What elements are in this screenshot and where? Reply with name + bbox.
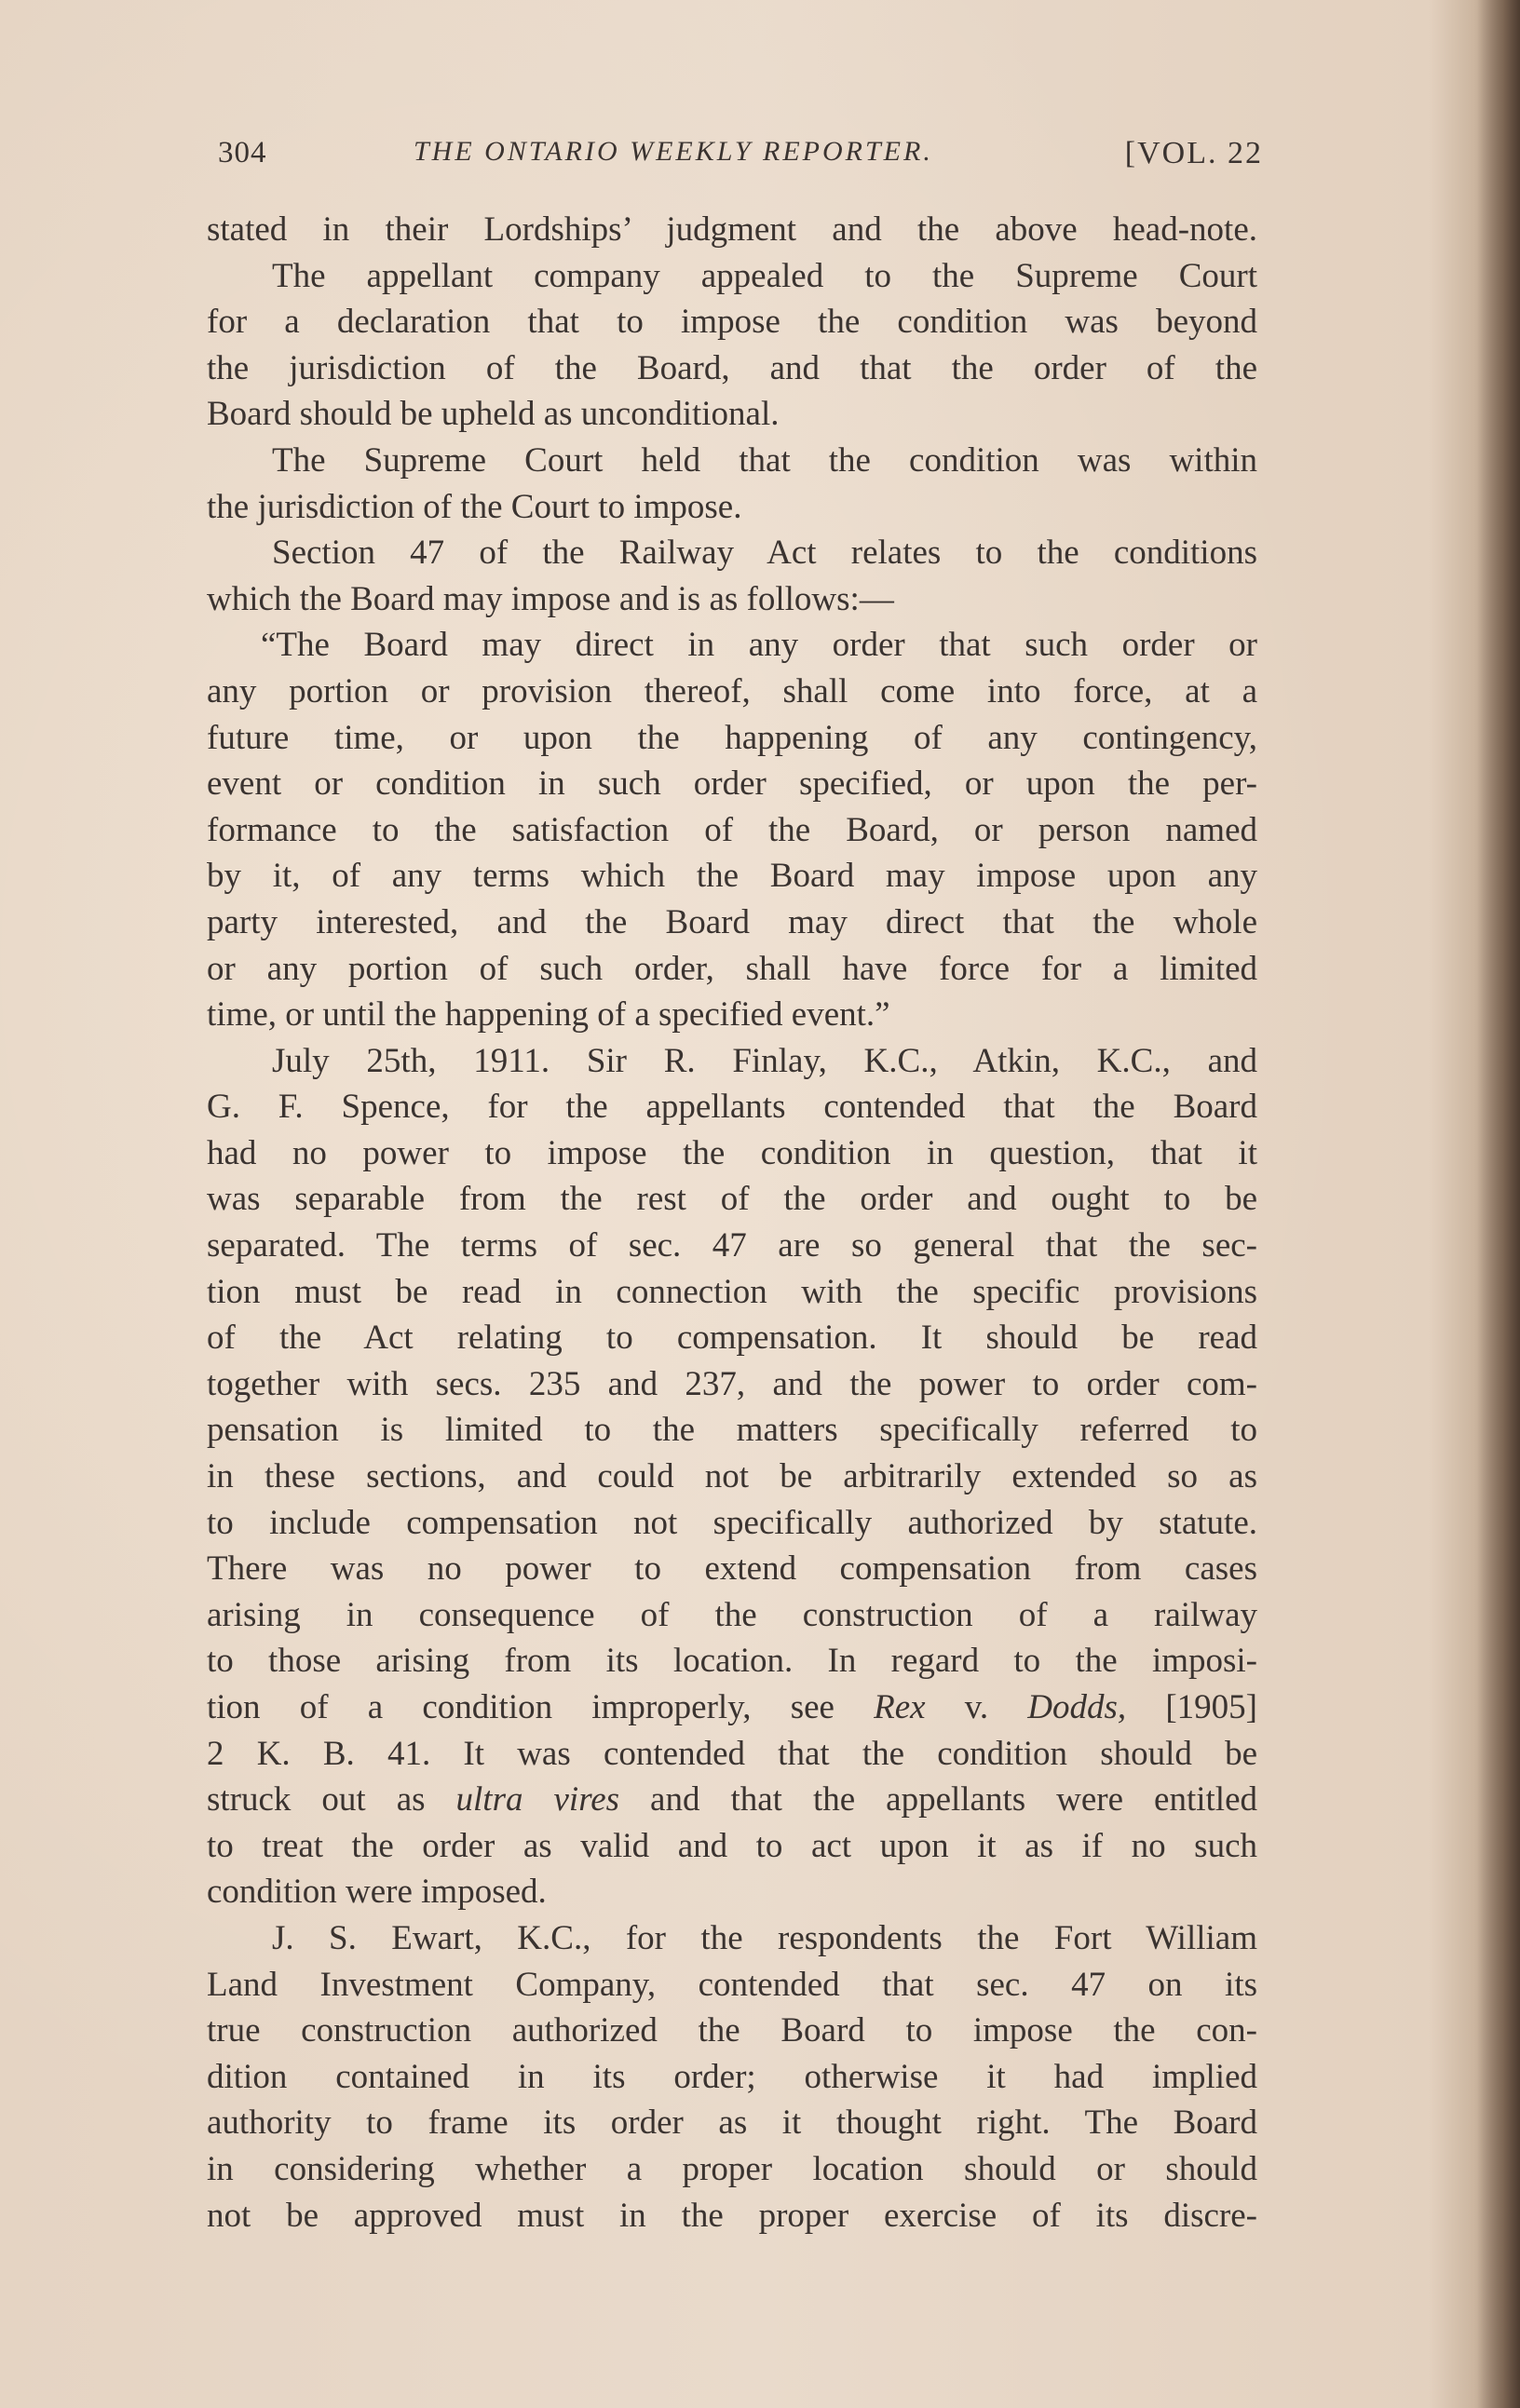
volume-label: [VOL. 22 xyxy=(1124,136,1263,170)
text-line: by it, of any terms which the Board may impose upon any xyxy=(207,857,1257,896)
text-segment: struck out as xyxy=(207,1780,456,1820)
text-line: or any portion of such order, shall have force for a limited xyxy=(207,949,1257,988)
running-header xyxy=(218,130,1263,186)
text-segment: v. xyxy=(925,1688,1028,1726)
text-line: of the Act relating to compensation. It should be read xyxy=(207,1319,1257,1358)
text-line: J. S. Ewart, K.C., for the respondents the Fort William xyxy=(272,1918,1257,1957)
text-segment: [1905] xyxy=(1126,1688,1257,1726)
running-title: THE ONTARIO WEEKLY REPORTER. xyxy=(414,136,933,167)
text-line-ultra-vires xyxy=(207,1777,1257,1823)
spine-shadow xyxy=(1477,0,1520,2408)
text-line: the jurisdiction of the Board, and that the order of the xyxy=(207,348,1257,387)
text-line: event or condition in such order specified, or upon the per- xyxy=(207,764,1257,804)
text-line: pensation is limited to the matters specifically referred to xyxy=(207,1411,1257,1450)
text-line: “The Board may direct in any order that such order or xyxy=(261,626,1257,665)
text-line: There was no power to extend compensation from cases xyxy=(207,1549,1257,1589)
text-line: together with secs. 235 and 237, and the power to order com- xyxy=(207,1364,1257,1403)
text-segment: tion of a condition improperly, see xyxy=(207,1688,875,1726)
text-line: Section 47 of the Railway Act relates to the conditions xyxy=(272,534,1257,573)
text-line: in these sections, and could not be arbitrarily extended so as xyxy=(207,1457,1257,1496)
case-name-italic: Rex xyxy=(874,1688,926,1726)
text-line: authority to frame its order as it thought right. The Board xyxy=(207,2104,1257,2143)
text-line: time, or until the happening of a specified event.” xyxy=(207,995,890,1035)
text-line: party interested, and the Board may direct that the whole xyxy=(207,902,1257,941)
text-line: G. F. Spence, for the appellants contended that the Board xyxy=(207,1088,1257,1127)
text-line: 2 K. B. 41. It was contended that the condition should be xyxy=(207,1734,1257,1773)
text-line: separated. The terms of sec. 47 are so general that the sec- xyxy=(207,1226,1257,1265)
text-line: stated in their Lordships’ judgment and the above head-note. xyxy=(207,210,1257,249)
text-line: condition were imposed. xyxy=(207,1873,547,1912)
text-line: the jurisdiction of the Court to impose. xyxy=(207,487,742,526)
text-line: had no power to impose the condition in question, that it xyxy=(207,1133,1257,1172)
page-number: 304 xyxy=(218,136,267,169)
text-line: not be approved must in the proper exercise of its discre- xyxy=(207,2196,1257,2235)
text-line: July 25th, 1911. Sir R. Finlay, K.C., Atkin, K.C., and xyxy=(272,1041,1257,1080)
text-line: arising in consequence of the construction of a railway xyxy=(207,1595,1257,1634)
text-line: for a declaration that to impose the condition was beyond xyxy=(207,303,1257,342)
text-line: dition contained in its order; otherwise it had implied xyxy=(207,2057,1257,2096)
text-line: formance to the satisfaction of the Board, or person named xyxy=(207,810,1257,849)
text-line: which the Board may impose and is as follows:— xyxy=(207,579,894,618)
text-line: to treat the order as valid and to act upon it as if no such xyxy=(207,1826,1257,1865)
text-line: was separable from the rest of the order and ought to be xyxy=(207,1180,1257,1219)
text-line: The Supreme Court held that the condition was within xyxy=(272,440,1257,480)
case-name-italic: Dodds, xyxy=(1027,1688,1127,1726)
text-line: Board should be upheld as unconditional. xyxy=(207,395,780,434)
text-line: future time, or upon the happening of any contingency, xyxy=(207,718,1257,757)
text-line: true construction authorized the Board to impose the con- xyxy=(207,2011,1257,2050)
latin-phrase-italic: ultra vires xyxy=(455,1780,620,1820)
text-line: The appellant company appealed to the Supreme Court xyxy=(272,256,1257,295)
text-line: tion must be read in connection with the specific provisions xyxy=(207,1272,1257,1311)
text-line-case-citation xyxy=(207,1684,1257,1731)
text-line: to those arising from its location. In regard to the imposi- xyxy=(207,1642,1257,1681)
text-segment: and that the appellants were entitled xyxy=(619,1780,1257,1820)
text-line: to include compensation not specifically authorized by statute. xyxy=(207,1503,1257,1542)
text-line: Land Investment Company, contended that sec. 47 on its xyxy=(207,1965,1257,2004)
text-line: in considering whether a proper location should or should xyxy=(207,2149,1257,2188)
body-text xyxy=(207,207,1257,2239)
text-line: any portion or provision thereof, shall come into force, at a xyxy=(207,671,1257,710)
